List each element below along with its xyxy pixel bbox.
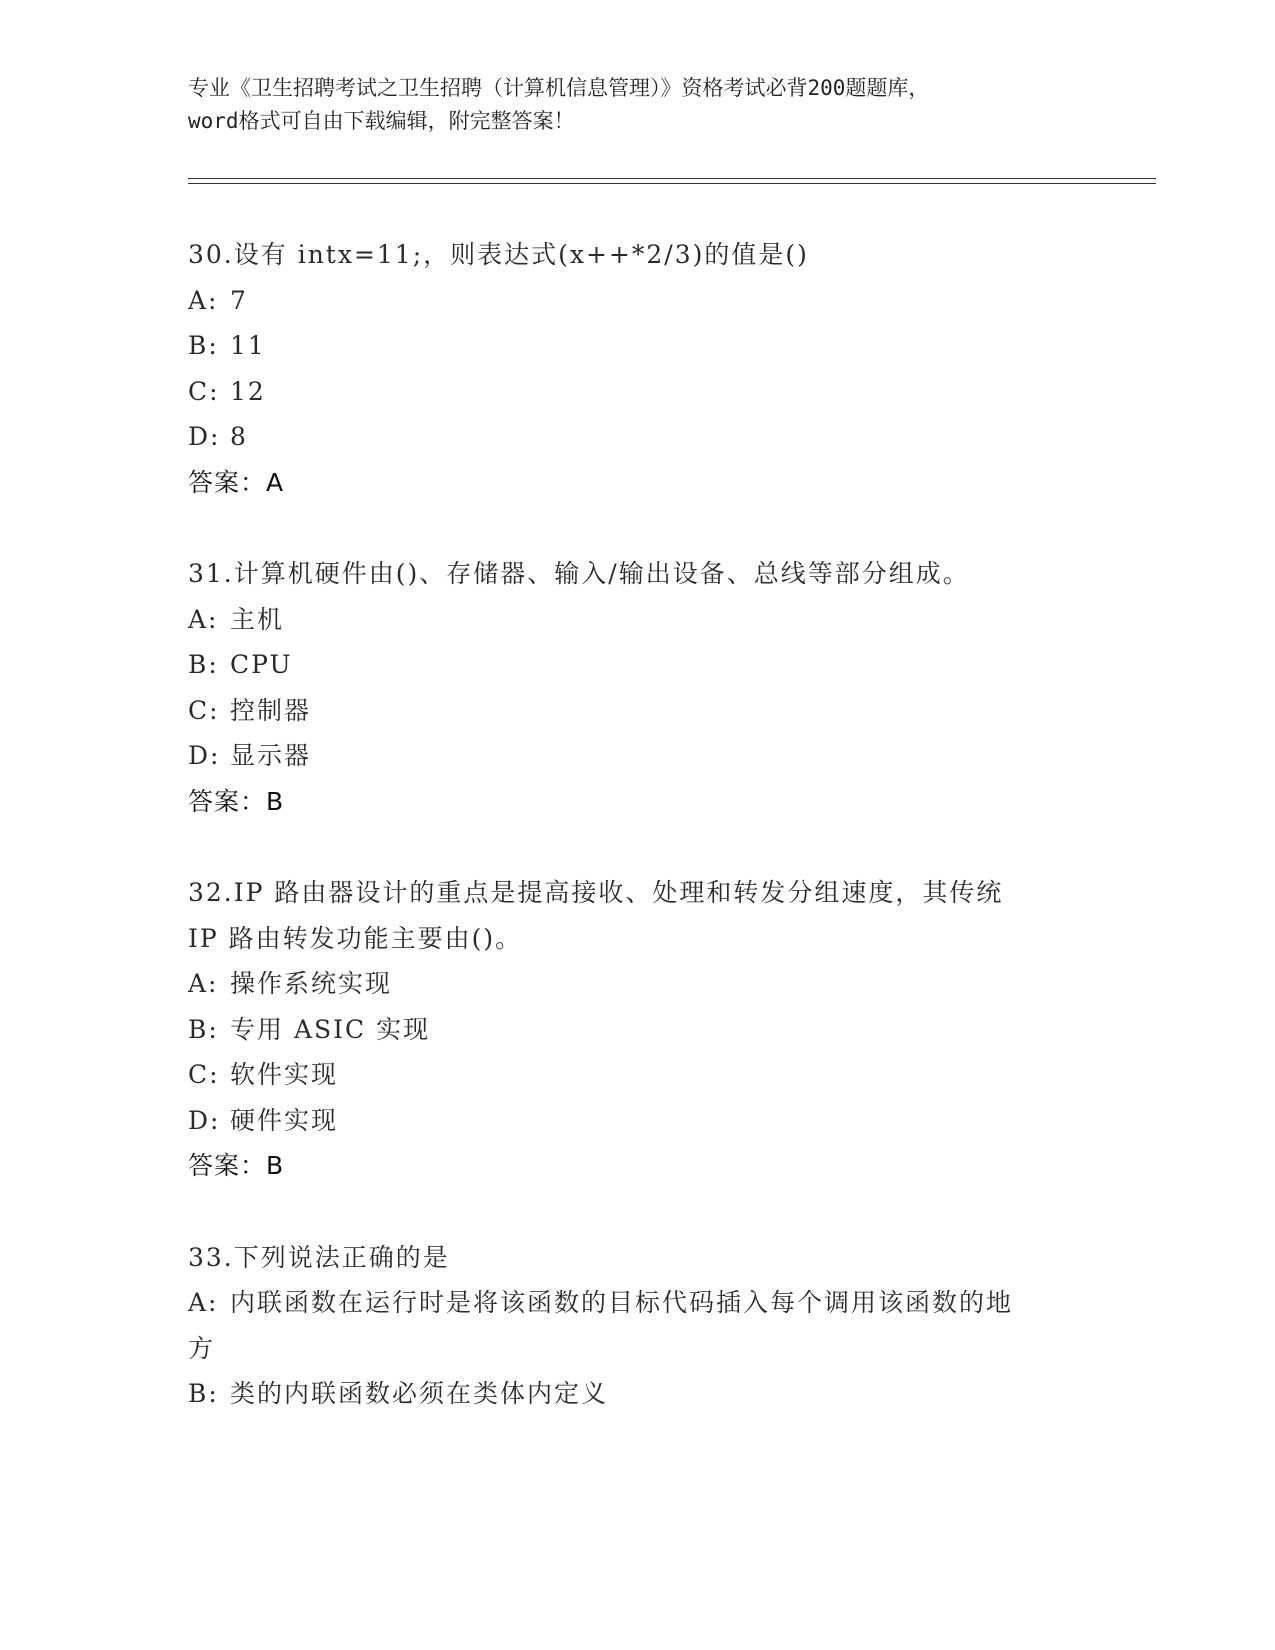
option-a-cont: 方: [188, 1333, 216, 1363]
question-text-cont: IP 路由转发功能主要由()。: [188, 923, 523, 953]
option-b: B: 类的内联函数必须在类体内定义: [188, 1379, 609, 1408]
option-d: D: 显示器: [188, 741, 312, 770]
question-33: [188, 1235, 1088, 1417]
option-d: D: 硬件实现: [188, 1105, 339, 1135]
option-b: B: CPU: [188, 650, 293, 679]
question-text: 32.IP 路由器设计的重点是提高接收、处理和转发分组速度，其传统: [188, 878, 1004, 907]
option-a: A: 7: [188, 285, 248, 315]
question-text: 33.下列说法正确的是: [188, 1242, 450, 1272]
document-header: [188, 72, 1088, 138]
option-a: A: 操作系统实现: [188, 969, 393, 998]
question-30: [188, 232, 1088, 505]
question-text: 31.计算机硬件由()、存储器、输入/输出设备、总线等部分组成。: [188, 559, 970, 588]
answer-label: 答案：B: [188, 1151, 285, 1180]
option-a: A: 内联函数在运行时是将该函数的目标代码插入每个调用该函数的地: [188, 1288, 1014, 1317]
option-a: A: 主机: [188, 604, 285, 634]
header-line-1: 专业《卫生招聘考试之卫生招聘（计算机信息管理）》资格考试必背200题题库，: [188, 76, 930, 100]
option-c: C: 软件实现: [188, 1060, 339, 1089]
answer-label: 答案：B: [188, 786, 285, 816]
option-b: B: 专用 ASIC 实现: [188, 1014, 431, 1044]
question-text: 30.设有 intx=11;，则表达式(x++*2/3)的值是(): [188, 240, 809, 269]
header-line-2: word格式可自由下载编辑，附完整答案！: [188, 109, 575, 133]
header-divider-bottom: [188, 183, 1156, 184]
option-d: D: 8: [188, 422, 248, 451]
option-b: B: 11: [188, 331, 266, 360]
question-list: [188, 232, 1088, 1417]
header-divider-top: [188, 178, 1156, 179]
option-c: C: 12: [188, 376, 266, 406]
question-32: [188, 870, 1088, 1189]
option-c: C: 控制器: [188, 695, 312, 725]
question-31: [188, 551, 1088, 824]
answer-label: 答案：A: [188, 467, 285, 497]
